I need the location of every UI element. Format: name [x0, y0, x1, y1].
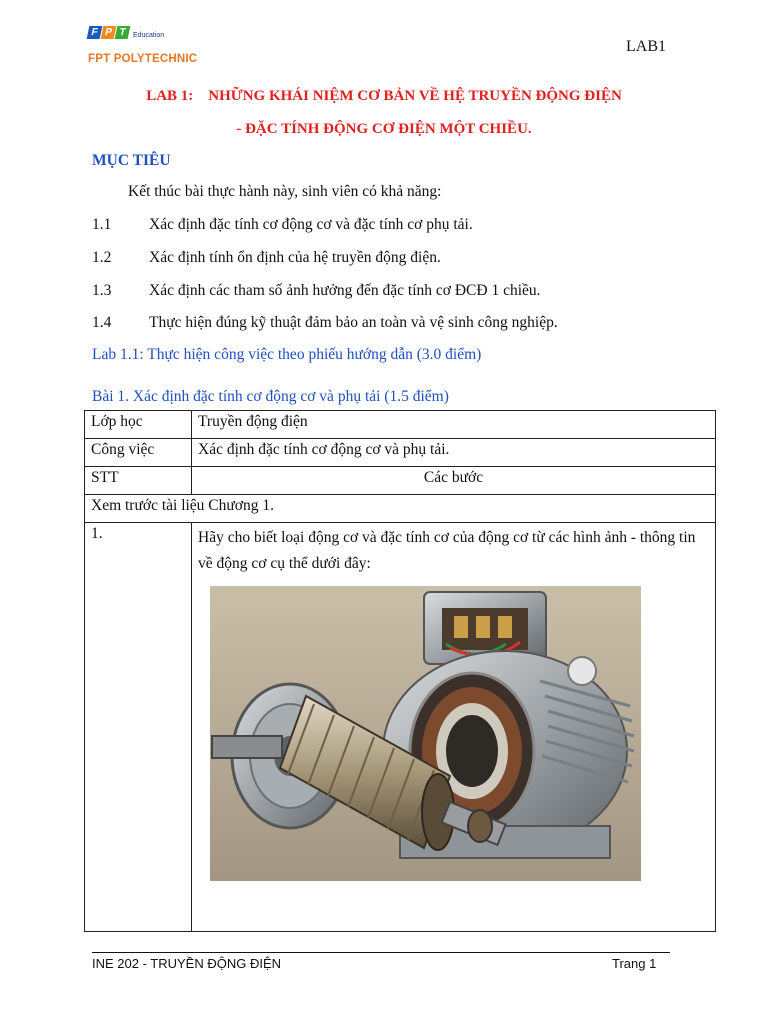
task-label: Công việc — [85, 439, 192, 467]
objective-number: 1.3 — [92, 282, 112, 299]
prep-row: Xem trước tài liệu Chương 1. — [85, 495, 716, 523]
objective-item — [92, 216, 473, 234]
objective-number: 1.1 — [92, 216, 112, 233]
class-value: Truyền động điện — [192, 411, 716, 439]
objective-number: 1.4 — [92, 314, 112, 331]
objective-text: Xác định đặc tính cơ động cơ và đặc tính cơ phụ tải. — [149, 216, 473, 233]
motor-photo — [210, 586, 641, 881]
steps-label: Các bước — [192, 467, 716, 495]
footer-page-number: Trang 1 — [612, 956, 657, 971]
logo-education-text: Education — [133, 32, 165, 39]
fpt-polytechnic-logo — [88, 26, 198, 70]
objective-item — [92, 314, 558, 332]
page-title-line1: LAB 1: NHỮNG KHÁI NIỆM CƠ BẢN VỀ HỆ TRUYỀN ĐỘNG ĐIỆN — [146, 88, 622, 104]
footer-course: INE 202 - TRUYỀN ĐỘNG ĐIỆN — [92, 956, 282, 971]
step-text: Hãy cho biết loại động cơ và đặc tính cơ của động cơ từ các hình ảnh - thông tin về động cơ cụ thể dưới đây: — [198, 529, 696, 573]
logo-tile-f: F — [87, 26, 103, 39]
exercise-heading: Bài 1. Xác định đặc tính cơ động cơ và phụ tải (1.5 điểm) — [92, 388, 449, 405]
logo-tile-p: P — [101, 26, 117, 39]
objectives-heading: MỤC TIÊU — [92, 152, 171, 169]
logo-tile-t: T — [115, 26, 131, 39]
logo-polytechnic-text: FPT POLYTECHNIC — [88, 53, 198, 65]
objective-item — [92, 282, 541, 300]
objective-text: Xác định tính ổn định của hệ truyền động điện. — [149, 249, 441, 266]
objective-text: Xác định các tham số ảnh hưởng đến đặc tính cơ ĐCĐ 1 chiều. — [149, 282, 541, 299]
objective-text: Thực hiện đúng kỹ thuật đảm bảo an toàn và vệ sinh công nghiệp. — [149, 314, 558, 331]
task-table — [84, 410, 716, 932]
step-number: 1. — [85, 523, 192, 932]
page-title-line2: - ĐẶC TÍNH ĐỘNG CƠ ĐIỆN MỘT CHIỀU. — [236, 121, 532, 137]
lab-heading: Lab 1.1: Thực hiện công việc theo phiếu hướng dẫn (3.0 điểm) — [92, 346, 482, 363]
class-label: Lớp học — [85, 411, 192, 439]
lab-label: LAB1 — [626, 38, 666, 55]
objective-number: 1.2 — [92, 249, 112, 266]
footer-divider — [92, 952, 670, 953]
objective-item — [92, 249, 441, 267]
step-cell — [192, 523, 716, 932]
stt-label: STT — [85, 467, 192, 495]
task-value: Xác định đặc tính cơ động cơ và phụ tải. — [192, 439, 716, 467]
objectives-intro: Kết thúc bài thực hành này, sinh viên có khả năng: — [128, 183, 442, 200]
